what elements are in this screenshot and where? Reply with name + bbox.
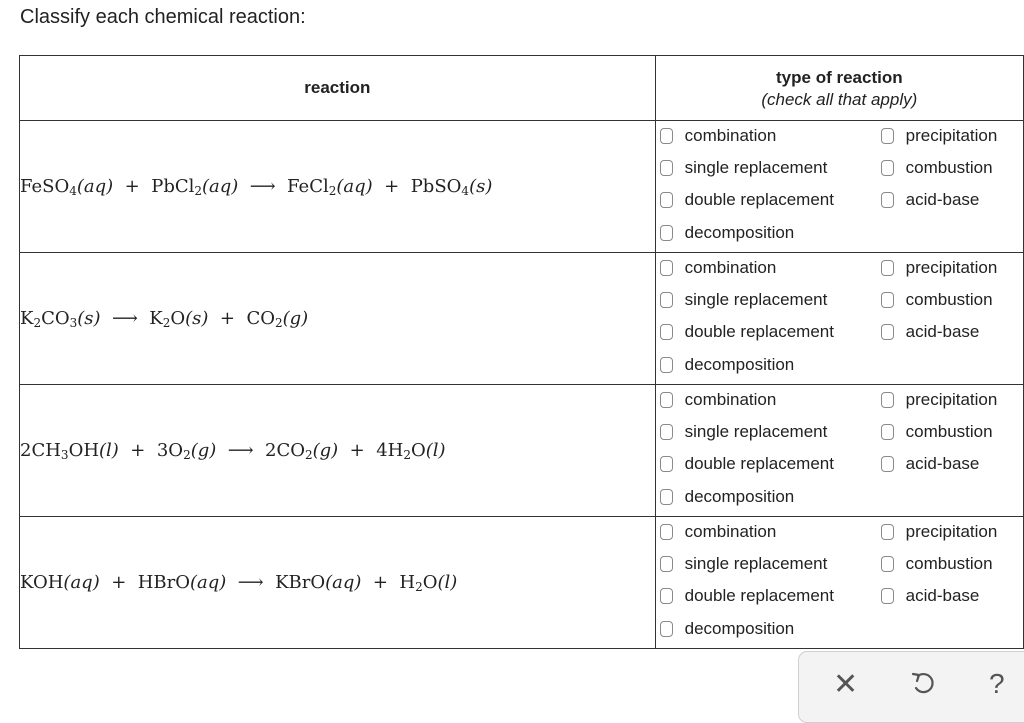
checkbox-single-replacement[interactable]: single replacement bbox=[660, 158, 828, 178]
reaction-options-3 bbox=[655, 385, 1023, 517]
checkbox-box[interactable] bbox=[881, 292, 894, 308]
checkbox-box[interactable] bbox=[881, 556, 894, 572]
checkbox-double-replacement[interactable]: double replacement bbox=[660, 322, 834, 342]
checkbox-box[interactable] bbox=[881, 324, 894, 340]
reaction-table bbox=[19, 55, 1024, 649]
undo-icon-graphic bbox=[909, 670, 937, 698]
checkbox-combination[interactable]: combination bbox=[660, 258, 777, 278]
checkbox-box[interactable] bbox=[660, 225, 673, 241]
checkbox-box[interactable] bbox=[660, 524, 673, 540]
checkbox-combustion[interactable]: combustion bbox=[881, 422, 993, 442]
help-button[interactable]: ? bbox=[989, 668, 1005, 699]
reaction-options-2 bbox=[655, 253, 1023, 385]
checkbox-box[interactable] bbox=[881, 160, 894, 176]
checkbox-box[interactable] bbox=[881, 456, 894, 472]
column-header-type bbox=[655, 56, 1023, 121]
table-row bbox=[20, 385, 1024, 517]
reaction-equation-4: KOH(aq) + HBrO(aq) ⟶ KBrO(aq) + $H_2O(l)$ bbox=[20, 517, 656, 649]
checkbox-box[interactable] bbox=[881, 524, 894, 540]
checkbox-box[interactable] bbox=[660, 556, 673, 572]
checkbox-box[interactable] bbox=[881, 392, 894, 408]
checkbox-precipitation[interactable]: precipitation bbox=[881, 126, 998, 146]
checkbox-single-replacement[interactable]: single replacement bbox=[660, 290, 828, 310]
checkbox-precipitation[interactable]: precipitation bbox=[881, 258, 998, 278]
column-header-reaction: reaction bbox=[20, 56, 656, 121]
checkbox-box[interactable] bbox=[660, 424, 673, 440]
type-header-title: type of reaction bbox=[776, 68, 903, 87]
checkbox-single-replacement[interactable]: single replacement bbox=[660, 422, 828, 442]
checkbox-decomposition[interactable]: decomposition bbox=[660, 487, 795, 507]
checkbox-box[interactable] bbox=[660, 456, 673, 472]
checkbox-combustion[interactable]: combustion bbox=[881, 554, 993, 574]
checkbox-acid-base[interactable]: acid-base bbox=[881, 190, 980, 210]
type-header-subtitle: (check all that apply) bbox=[761, 90, 918, 109]
checkbox-box[interactable] bbox=[660, 588, 673, 604]
checkbox-acid-base[interactable]: acid-base bbox=[881, 586, 980, 606]
checkbox-precipitation[interactable]: precipitation bbox=[881, 390, 998, 410]
checkbox-box[interactable] bbox=[660, 128, 673, 144]
checkbox-box[interactable] bbox=[881, 128, 894, 144]
checkbox-acid-base[interactable]: acid-base bbox=[881, 454, 980, 474]
answer-toolbar bbox=[798, 651, 1024, 723]
checkbox-double-replacement[interactable]: double replacement bbox=[660, 190, 834, 210]
reaction-equation-2: $K_2CO_3(s)$ ⟶ $K_2O(s) + CO_2(g)$ bbox=[20, 253, 656, 385]
reaction-options-4 bbox=[655, 517, 1023, 649]
reaction-equation-3: $2CH_3OH(l) + 3O_2(g)$ ⟶ $2CO_2(g) + 4H_2O(l)$ bbox=[20, 385, 656, 517]
checkbox-acid-base[interactable]: acid-base bbox=[881, 322, 980, 342]
checkbox-box[interactable] bbox=[660, 357, 673, 373]
checkbox-box[interactable] bbox=[881, 260, 894, 276]
undo-icon[interactable] bbox=[909, 670, 937, 698]
checkbox-box[interactable] bbox=[660, 621, 673, 637]
checkbox-single-replacement[interactable]: single replacement bbox=[660, 554, 828, 574]
checkbox-box[interactable] bbox=[660, 160, 673, 176]
checkbox-combination[interactable]: combination bbox=[660, 390, 777, 410]
checkbox-box[interactable] bbox=[660, 192, 673, 208]
checkbox-box[interactable] bbox=[881, 424, 894, 440]
close-icon[interactable]: ✕ bbox=[833, 668, 859, 701]
checkbox-box[interactable] bbox=[660, 292, 673, 308]
checkbox-box[interactable] bbox=[660, 260, 673, 276]
checkbox-double-replacement[interactable]: double replacement bbox=[660, 586, 834, 606]
checkbox-box[interactable] bbox=[881, 588, 894, 604]
reaction-options-1 bbox=[655, 121, 1023, 253]
checkbox-decomposition[interactable]: decomposition bbox=[660, 619, 795, 639]
checkbox-box[interactable] bbox=[660, 324, 673, 340]
table-row bbox=[20, 121, 1024, 253]
table-header-row bbox=[20, 56, 1024, 121]
checkbox-combination[interactable]: combination bbox=[660, 522, 777, 542]
checkbox-combustion[interactable]: combustion bbox=[881, 290, 993, 310]
checkbox-box[interactable] bbox=[660, 392, 673, 408]
checkbox-decomposition[interactable]: decomposition bbox=[660, 355, 795, 375]
checkbox-double-replacement[interactable]: double replacement bbox=[660, 454, 834, 474]
table-row bbox=[20, 517, 1024, 649]
checkbox-precipitation[interactable]: precipitation bbox=[881, 522, 998, 542]
checkbox-box[interactable] bbox=[660, 489, 673, 505]
table-row bbox=[20, 253, 1024, 385]
checkbox-decomposition[interactable]: decomposition bbox=[660, 223, 795, 243]
checkbox-combustion[interactable]: combustion bbox=[881, 158, 993, 178]
checkbox-box[interactable] bbox=[881, 192, 894, 208]
reaction-equation-1: FeSO$_4$(aq) + PbCl$_2$(aq) ⟶ FeCl$_2$(aq) + PbSO$_4$(s) bbox=[20, 121, 656, 253]
checkbox-combination[interactable]: combination bbox=[660, 126, 777, 146]
page-title: Classify each chemical reaction: bbox=[20, 6, 306, 28]
